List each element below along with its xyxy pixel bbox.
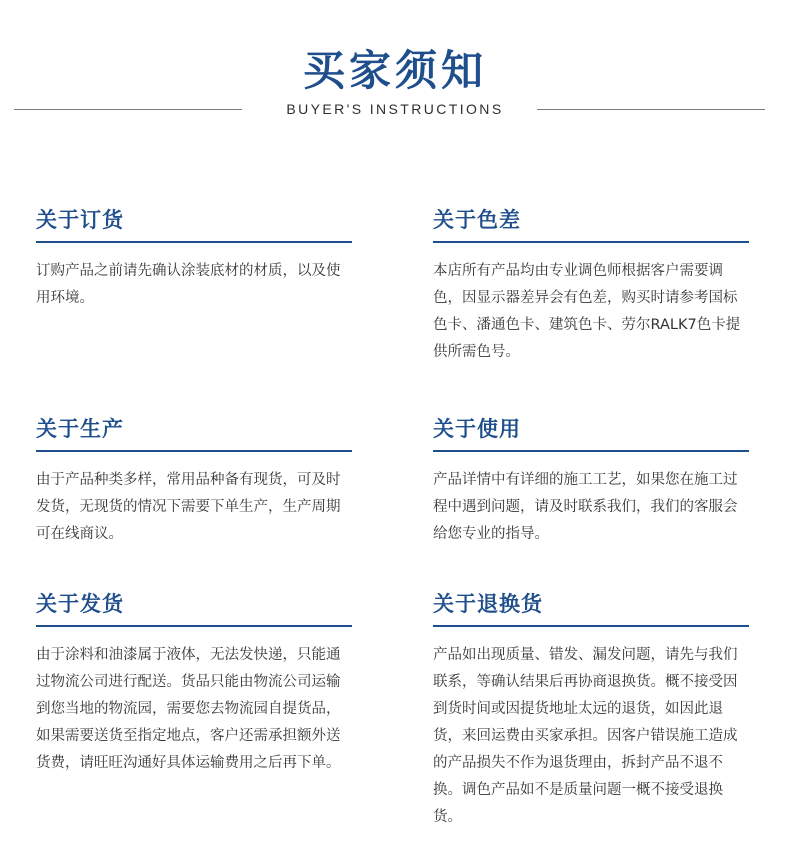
section-title: 关于订货 (36, 208, 124, 232)
section-body: 订购产品之前请先确认涂装底材的材质，以及使用环境。 (36, 263, 341, 306)
section-returns (433, 589, 749, 831)
page-title: 买家须知 (302, 46, 487, 95)
section-underline (433, 241, 749, 243)
divider-right (537, 109, 765, 110)
header (0, 0, 790, 140)
section-underline (36, 450, 352, 452)
section-underline (36, 241, 352, 243)
section-title: 关于使用 (433, 417, 521, 441)
section-body: 产品详情中有详细的施工工艺，如果您在施工过程中遇到问题，请及时联系我们，我们的客服会给您专业的指导。 (433, 472, 738, 542)
section-underline (433, 625, 749, 627)
section-ordering (36, 205, 352, 312)
section-usage (433, 414, 749, 548)
page-subtitle: BUYER'S INSTRUCTIONS (286, 101, 504, 117)
section-title: 关于色差 (433, 208, 521, 232)
section-color-difference (433, 205, 749, 366)
section-body: 由于产品种类多样，常用品种备有现货，可及时发货，无现货的情况下需要下单生产，生产周期可在线商议。 (36, 472, 341, 542)
section-body: 由于涂料和油漆属于液体，无法发快递，只能通过物流公司进行配送。货品只能由物流公司运输到您当地的物流园，需要您去物流园自提货品，如果需要送货至指定地点，客户还需承担额外送货费，请旺旺沟通好具体运输费用之后再下单。 (36, 647, 341, 771)
section-title: 关于生产 (36, 417, 124, 441)
section-underline (433, 450, 749, 452)
section-underline (36, 625, 352, 627)
section-body: 本店所有产品均由专业调色师根据客户需要调色，因显示器差异会有色差，购买时请参考国标色卡、潘通色卡、建筑色卡、劳尔RALK7色卡提供所需色号。 (433, 263, 741, 360)
section-body: 产品如出现质量、错发、漏发问题，请先与我们联系，等确认结果后再协商退换货。概不接受因到货时间或因提货地址太远的退货，如因此退货，来回运费由买家承担。因客户错误施工造成的产品损失不作为退货理由，拆封产品不退不换。调色产品如不是质量问题一概不接受退换货。 (433, 647, 738, 825)
section-shipping (36, 589, 352, 777)
section-production (36, 414, 352, 548)
section-title: 关于退换货 (433, 592, 543, 616)
section-title: 关于发货 (36, 592, 124, 616)
